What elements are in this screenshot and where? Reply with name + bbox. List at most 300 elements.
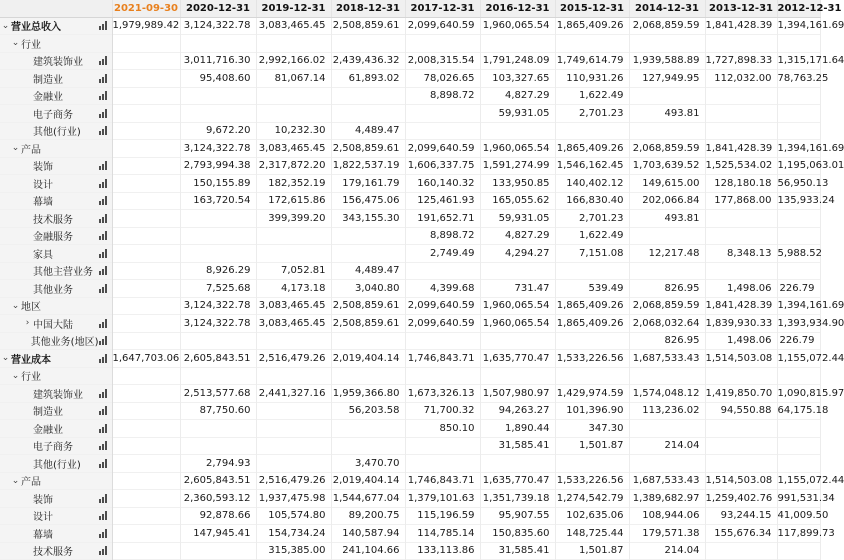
value-cell: 71,700.32	[405, 402, 480, 420]
value-cell: 150,835.60	[480, 525, 555, 543]
value-cell: 1,746,843.71	[405, 350, 480, 368]
table-row	[0, 192, 820, 210]
value-cell	[112, 70, 180, 88]
value-cell	[629, 455, 705, 473]
row-label: 设计	[33, 179, 53, 191]
value-cell	[180, 367, 256, 385]
value-cell	[629, 367, 705, 385]
row-label-cell	[0, 472, 112, 490]
bar-chart-icon[interactable]	[99, 336, 107, 345]
value-cell	[705, 227, 777, 245]
value-cell	[777, 105, 820, 123]
value-cell: 2,516,479.26	[256, 472, 331, 490]
value-cell: 160,140.32	[405, 175, 480, 193]
row-label: 产品	[21, 144, 41, 156]
value-cell: 56,950.13	[777, 175, 820, 193]
value-cell: 1,501.87	[555, 542, 629, 560]
row-label-cell	[0, 350, 112, 368]
value-cell	[555, 367, 629, 385]
value-cell	[777, 367, 820, 385]
row-label-cell	[0, 70, 112, 88]
value-cell: 64,175.18	[777, 402, 820, 420]
value-cell: 108,944.06	[629, 507, 705, 525]
value-cell: 1,746,843.71	[405, 472, 480, 490]
value-cell	[405, 367, 480, 385]
value-cell: 1,703,639.52	[629, 157, 705, 175]
row-label: 金融业	[33, 92, 63, 104]
value-cell: 2,508,859.61	[331, 140, 405, 158]
collapse-chevron-icon[interactable]: ⌄	[1, 353, 10, 364]
row-label-cell	[0, 297, 112, 315]
value-cell: 826.95	[629, 332, 705, 350]
table-row	[0, 472, 820, 490]
value-cell	[555, 262, 629, 280]
value-cell: 154,734.24	[256, 525, 331, 543]
bar-chart-icon[interactable]	[99, 511, 107, 520]
value-cell: 1,937,475.98	[256, 490, 331, 508]
value-cell	[705, 455, 777, 473]
bar-chart-icon[interactable]	[99, 196, 107, 205]
value-cell: 1,533,226.56	[555, 350, 629, 368]
value-cell: 2,794.93	[180, 455, 256, 473]
row-label: 装饰	[33, 494, 53, 506]
value-cell: 1,839,930.33	[705, 315, 777, 333]
period-header-2019-12-31[interactable]: 2019-12-31	[256, 0, 331, 17]
value-cell: 1,841,428.39	[705, 297, 777, 315]
value-cell: 1,525,534.02	[705, 157, 777, 175]
value-cell	[629, 227, 705, 245]
value-cell: 8,898.72	[405, 227, 480, 245]
value-cell	[405, 105, 480, 123]
table-row	[0, 157, 820, 175]
value-cell: 2,508,859.61	[331, 297, 405, 315]
row-label: 幕墙	[33, 529, 53, 541]
value-cell	[112, 437, 180, 455]
value-cell: 4,489.47	[331, 122, 405, 140]
value-cell: 105,574.80	[256, 507, 331, 525]
period-header-2020-12-31[interactable]: 2020-12-31	[180, 0, 256, 17]
table-row	[0, 525, 820, 543]
value-cell	[331, 227, 405, 245]
collapse-chevron-icon[interactable]: ⌄	[11, 300, 20, 311]
value-cell	[405, 437, 480, 455]
value-cell	[256, 420, 331, 438]
value-cell	[112, 455, 180, 473]
table-row	[0, 280, 820, 298]
value-cell: 7,151.08	[555, 245, 629, 263]
value-cell	[777, 122, 820, 140]
row-label: 营业成本	[11, 354, 51, 366]
value-cell: 202,066.84	[629, 192, 705, 210]
table-row	[0, 367, 820, 385]
value-cell: 179,161.79	[331, 175, 405, 193]
table-row	[0, 262, 820, 280]
row-label: 其他业务	[33, 284, 73, 296]
value-cell	[112, 297, 180, 315]
collapse-chevron-icon[interactable]: ⌄	[1, 20, 10, 31]
value-cell: 2,441,327.16	[256, 385, 331, 403]
value-cell: 3,083,465.45	[256, 140, 331, 158]
value-cell: 1,635,770.47	[480, 472, 555, 490]
value-cell	[331, 367, 405, 385]
value-cell: 2,317,872.20	[256, 157, 331, 175]
bar-chart-icon[interactable]	[99, 21, 107, 30]
value-cell: 87,750.60	[180, 402, 256, 420]
value-cell: 155,676.34	[705, 525, 777, 543]
value-cell: 493.81	[629, 210, 705, 228]
value-cell: 101,396.90	[555, 402, 629, 420]
value-cell: 78,026.65	[405, 70, 480, 88]
value-cell: 2,360,593.12	[180, 490, 256, 508]
value-cell: 1,379,101.63	[405, 490, 480, 508]
collapse-chevron-icon[interactable]: ⌄	[11, 143, 20, 154]
value-cell: 1,606,337.75	[405, 157, 480, 175]
value-cell: 2,701.23	[555, 105, 629, 123]
row-label: 装饰	[33, 162, 53, 174]
value-cell: 7,052.81	[256, 262, 331, 280]
value-cell: 226.79	[777, 332, 820, 350]
value-cell: 2,992,166.02	[256, 52, 331, 70]
value-cell: 3,083,465.45	[256, 315, 331, 333]
value-cell	[256, 87, 331, 105]
value-cell	[777, 262, 820, 280]
expand-chevron-icon[interactable]: ›	[25, 318, 30, 329]
row-label-cell	[0, 122, 112, 140]
value-cell	[555, 455, 629, 473]
value-cell	[112, 420, 180, 438]
value-cell	[405, 455, 480, 473]
bar-chart-icon[interactable]	[99, 109, 107, 118]
row-label-cell	[0, 455, 112, 473]
table-body	[0, 17, 844, 560]
value-cell: 3,124,322.78	[180, 140, 256, 158]
value-cell	[705, 437, 777, 455]
value-cell: 347.30	[555, 420, 629, 438]
table-row	[0, 297, 820, 315]
value-cell	[180, 332, 256, 350]
bar-chart-icon[interactable]	[99, 249, 107, 258]
value-cell: 89,200.75	[331, 507, 405, 525]
value-cell: 156,475.06	[331, 192, 405, 210]
value-cell: 94,550.88	[705, 402, 777, 420]
value-cell: 10,232.30	[256, 122, 331, 140]
value-cell: 1,841,428.39	[705, 17, 777, 35]
value-cell: 1,635,770.47	[480, 350, 555, 368]
value-cell	[180, 420, 256, 438]
period-header-2021-09-30[interactable]: 2021-09-30	[112, 0, 180, 17]
value-cell	[112, 385, 180, 403]
value-cell: 1,622.49	[555, 227, 629, 245]
value-cell: 2,019,404.14	[331, 350, 405, 368]
value-cell	[405, 35, 480, 53]
value-cell	[705, 367, 777, 385]
row-label-cell	[0, 157, 112, 175]
value-cell: 150,155.89	[180, 175, 256, 193]
value-cell: 127,949.95	[629, 70, 705, 88]
value-cell	[112, 140, 180, 158]
value-cell: 1,960,065.54	[480, 315, 555, 333]
value-cell: 3,040.80	[331, 280, 405, 298]
row-label: 其他主营业务	[33, 267, 93, 279]
row-label-cell	[0, 140, 112, 158]
bar-chart-icon[interactable]	[99, 91, 107, 100]
bar-chart-icon[interactable]	[99, 441, 107, 450]
row-label: 家具	[33, 249, 53, 261]
value-cell: 1,090,815.97	[777, 385, 820, 403]
value-cell: 8,898.72	[405, 87, 480, 105]
table-row	[0, 350, 820, 368]
value-cell	[480, 122, 555, 140]
value-cell	[331, 420, 405, 438]
value-cell: 1,865,409.26	[555, 17, 629, 35]
row-label: 产品	[21, 477, 41, 489]
period-header-2013-12-31[interactable]: 2013-12-31	[705, 0, 777, 17]
row-label: 行业	[21, 372, 41, 384]
value-cell: 1,574,048.12	[629, 385, 705, 403]
value-cell: 1,647,703.06	[112, 350, 180, 368]
value-cell: 1,394,161.69	[777, 297, 820, 315]
period-header-2014-12-31[interactable]: 2014-12-31	[629, 0, 705, 17]
table-row	[0, 420, 820, 438]
value-cell	[256, 245, 331, 263]
value-cell: 1,501.87	[555, 437, 629, 455]
value-cell	[180, 87, 256, 105]
value-cell	[331, 105, 405, 123]
value-cell: 59,931.05	[480, 210, 555, 228]
value-cell: 78,763.25	[777, 70, 820, 88]
value-cell	[112, 332, 180, 350]
value-cell: 1,155,072.44	[777, 350, 820, 368]
value-cell	[777, 420, 820, 438]
value-cell	[180, 210, 256, 228]
period-header-2016-12-31[interactable]: 2016-12-31	[480, 0, 555, 17]
value-cell	[405, 262, 480, 280]
value-cell: 1,687,533.43	[629, 350, 705, 368]
value-cell: 4,489.47	[331, 262, 405, 280]
value-cell: 1,315,171.64	[777, 52, 820, 70]
value-cell: 1,865,409.26	[555, 315, 629, 333]
value-cell	[331, 87, 405, 105]
value-cell: 9,672.20	[180, 122, 256, 140]
value-cell	[331, 35, 405, 53]
value-cell: 115,196.59	[405, 507, 480, 525]
value-cell	[331, 332, 405, 350]
value-cell: 81,067.14	[256, 70, 331, 88]
value-cell	[256, 402, 331, 420]
table-row	[0, 385, 820, 403]
value-cell	[256, 437, 331, 455]
value-cell	[629, 35, 705, 53]
table-row	[0, 105, 820, 123]
table-row	[0, 140, 820, 158]
value-cell: 112,032.00	[705, 70, 777, 88]
row-label-cell	[0, 332, 112, 350]
row-label-cell	[0, 315, 112, 333]
value-cell: 1,498.06	[705, 280, 777, 298]
value-cell: 94,263.27	[480, 402, 555, 420]
row-label-cell	[0, 52, 112, 70]
bar-chart-icon[interactable]	[99, 354, 107, 363]
value-cell: 172,615.86	[256, 192, 331, 210]
value-cell: 2,605,843.51	[180, 472, 256, 490]
value-cell: 2,099,640.59	[405, 140, 480, 158]
value-cell: 103,327.65	[480, 70, 555, 88]
row-label-cell	[0, 542, 112, 560]
table-row	[0, 490, 820, 508]
value-cell	[405, 332, 480, 350]
value-cell	[705, 542, 777, 560]
value-cell: 1,419,850.70	[705, 385, 777, 403]
value-cell: 1,546,162.45	[555, 157, 629, 175]
value-cell: 826.95	[629, 280, 705, 298]
value-cell: 2,605,843.51	[180, 350, 256, 368]
value-cell: 128,180.18	[705, 175, 777, 193]
value-cell	[629, 262, 705, 280]
value-cell	[112, 472, 180, 490]
row-label-cell	[0, 402, 112, 420]
value-cell	[555, 35, 629, 53]
value-cell	[256, 455, 331, 473]
bar-chart-icon[interactable]	[99, 406, 107, 415]
collapse-chevron-icon[interactable]: ⌄	[11, 370, 20, 381]
period-header-row	[0, 0, 820, 17]
value-cell	[555, 332, 629, 350]
row-label-cell	[0, 87, 112, 105]
value-cell: 1,890.44	[480, 420, 555, 438]
value-cell: 61,893.02	[331, 70, 405, 88]
value-cell: 1,514,503.08	[705, 350, 777, 368]
table-row	[0, 70, 820, 88]
value-cell	[629, 122, 705, 140]
value-cell: 731.47	[480, 280, 555, 298]
value-cell	[112, 157, 180, 175]
period-header-2012-12-31[interactable]: 2012-12-31	[777, 0, 820, 17]
row-label-cell	[0, 35, 112, 53]
value-cell: 191,652.71	[405, 210, 480, 228]
row-label: 技术服务	[33, 547, 73, 559]
value-cell: 241,104.66	[331, 542, 405, 560]
bar-chart-icon[interactable]	[99, 459, 107, 468]
value-cell	[112, 175, 180, 193]
value-cell	[112, 315, 180, 333]
value-cell: 1,841,428.39	[705, 140, 777, 158]
value-cell	[705, 105, 777, 123]
value-cell: 214.04	[629, 437, 705, 455]
value-cell	[705, 262, 777, 280]
collapse-chevron-icon[interactable]: ⌄	[11, 475, 20, 486]
period-header-2017-12-31[interactable]: 2017-12-31	[405, 0, 480, 17]
value-cell: 3,011,716.30	[180, 52, 256, 70]
value-cell: 133,950.85	[480, 175, 555, 193]
value-cell: 95,408.60	[180, 70, 256, 88]
bar-chart-icon[interactable]	[99, 179, 107, 188]
bar-chart-icon[interactable]	[99, 214, 107, 223]
table-row	[0, 35, 820, 53]
value-cell: 117,899.73	[777, 525, 820, 543]
row-label-cell	[0, 262, 112, 280]
bar-chart-icon[interactable]	[99, 161, 107, 170]
value-cell	[405, 122, 480, 140]
bar-chart-icon[interactable]	[99, 266, 107, 275]
value-cell	[480, 367, 555, 385]
value-cell: 539.49	[555, 280, 629, 298]
value-cell	[180, 245, 256, 263]
period-header-2015-12-31[interactable]: 2015-12-31	[555, 0, 629, 17]
value-cell	[112, 227, 180, 245]
value-cell: 113,236.02	[629, 402, 705, 420]
value-cell	[777, 437, 820, 455]
bar-chart-icon[interactable]	[99, 126, 107, 135]
value-cell: 166,830.40	[555, 192, 629, 210]
header-label-cell	[0, 0, 112, 17]
value-cell: 214.04	[629, 542, 705, 560]
value-cell	[112, 122, 180, 140]
value-cell	[180, 437, 256, 455]
bar-chart-icon[interactable]	[99, 494, 107, 503]
period-header-2018-12-31[interactable]: 2018-12-31	[331, 0, 405, 17]
value-cell: 1,195,063.01	[777, 157, 820, 175]
value-cell	[256, 332, 331, 350]
bar-chart-icon[interactable]	[99, 529, 107, 538]
table-row	[0, 455, 820, 473]
value-cell: 4,827.29	[480, 227, 555, 245]
row-label: 金融服务	[33, 232, 73, 244]
value-cell	[777, 210, 820, 228]
value-cell: 8,926.29	[180, 262, 256, 280]
value-cell: 1,351,739.18	[480, 490, 555, 508]
value-cell	[112, 192, 180, 210]
bar-chart-icon[interactable]	[99, 284, 107, 293]
value-cell: 177,868.00	[705, 192, 777, 210]
bar-chart-icon[interactable]	[99, 56, 107, 65]
value-cell: 2,008,315.54	[405, 52, 480, 70]
value-cell: 1,960,065.54	[480, 140, 555, 158]
value-cell: 1,155,072.44	[777, 472, 820, 490]
value-cell: 3,124,322.78	[180, 17, 256, 35]
value-cell: 1,960,065.54	[480, 17, 555, 35]
value-cell: 8,348.13	[705, 245, 777, 263]
row-label: 电子商务	[33, 442, 73, 454]
value-cell: 2,749.49	[405, 245, 480, 263]
value-cell	[256, 105, 331, 123]
value-cell	[480, 262, 555, 280]
value-cell: 1,939,588.89	[629, 52, 705, 70]
bar-chart-icon[interactable]	[99, 389, 107, 398]
table-row	[0, 210, 820, 228]
row-label: 其他(行业)	[33, 127, 81, 139]
value-cell	[112, 402, 180, 420]
bar-chart-icon[interactable]	[99, 74, 107, 83]
row-label-cell	[0, 385, 112, 403]
row-label: 制造业	[33, 407, 63, 419]
value-cell: 140,587.94	[331, 525, 405, 543]
bar-chart-icon[interactable]	[99, 231, 107, 240]
value-cell	[331, 245, 405, 263]
table-row	[0, 437, 820, 455]
collapse-chevron-icon[interactable]: ⌄	[11, 38, 20, 49]
value-cell: 1,507,980.97	[480, 385, 555, 403]
bar-chart-icon[interactable]	[99, 424, 107, 433]
value-cell: 2,019,404.14	[331, 472, 405, 490]
row-label-cell	[0, 192, 112, 210]
value-cell: 1,498.06	[705, 332, 777, 350]
value-cell: 1,389,682.97	[629, 490, 705, 508]
bar-chart-icon[interactable]	[99, 546, 107, 555]
value-cell: 1,865,409.26	[555, 140, 629, 158]
value-cell: 148,725.44	[555, 525, 629, 543]
bar-chart-icon[interactable]	[99, 319, 107, 328]
value-cell: 1,514,503.08	[705, 472, 777, 490]
